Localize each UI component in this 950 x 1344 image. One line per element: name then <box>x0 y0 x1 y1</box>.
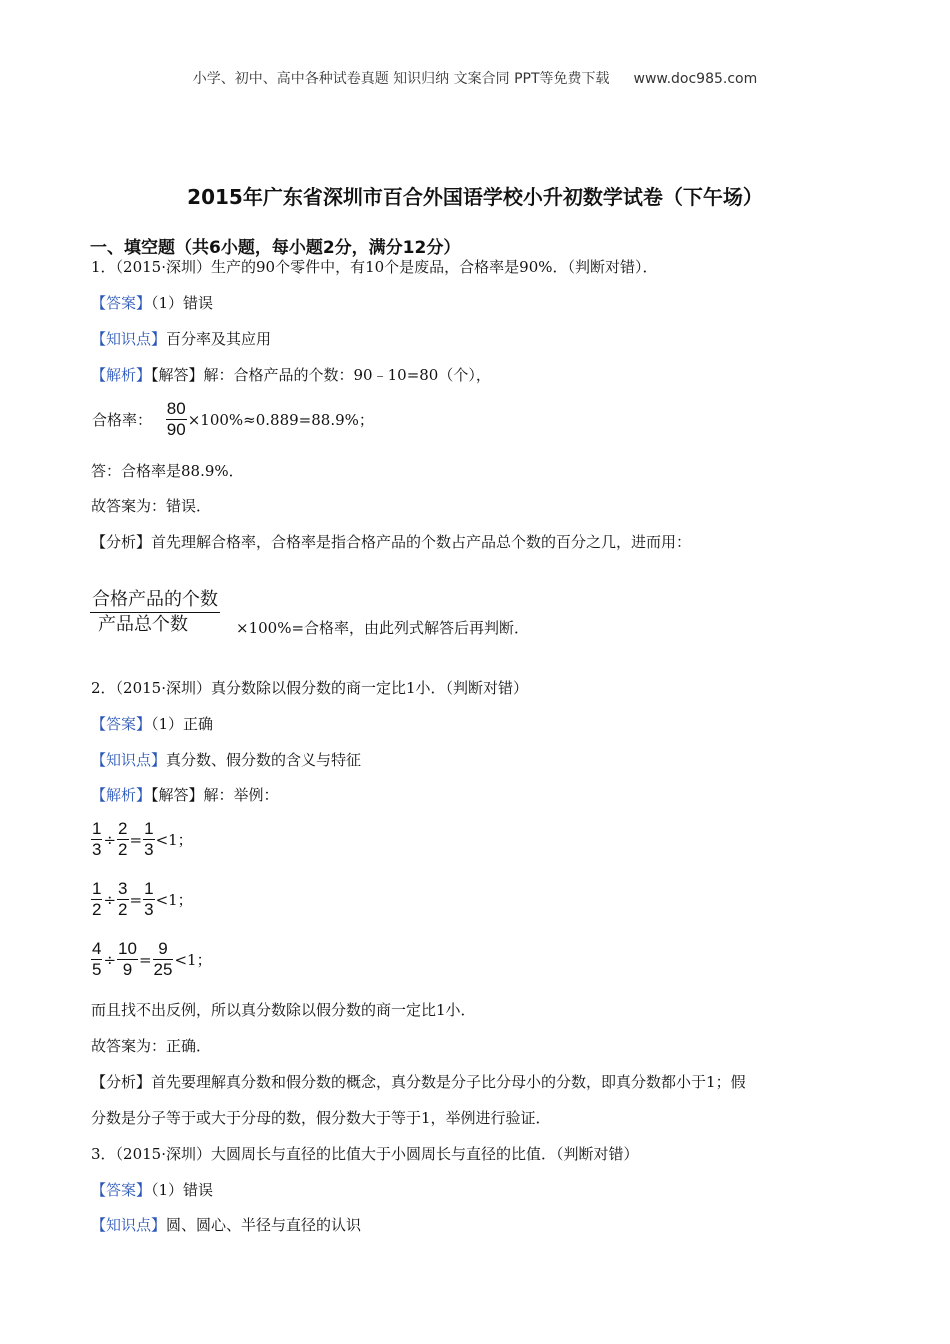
equals-sign: = <box>129 890 143 909</box>
q3-stem: 3．（2015·深圳）大圆周长与直径的比值大于小圆周长与直径的比值．（判断对错） <box>91 1145 639 1163</box>
q1-knowledge: 百分率及其应用 <box>166 330 272 348</box>
answer-tag: 【答案】 <box>91 715 152 733</box>
q3-knowledge-line <box>91 1214 361 1236</box>
q2-fenxi-1: 首先要理解真分数和假分数的概念，真分数是分子比分母小的分数，即真分数都小于1；假 <box>151 1073 746 1091</box>
fenxi-tag: 【分析】 <box>91 1073 152 1091</box>
fraction-denominator: 3 <box>144 900 154 919</box>
q3-answer-line <box>91 1179 213 1201</box>
fraction-numerator: 10 <box>118 939 137 958</box>
fraction-denominator: 9 <box>122 960 133 979</box>
analysis-tag: 【解析】 <box>91 366 152 384</box>
header-url[interactable]: www.doc985.com <box>633 71 758 87</box>
q1-reply: 答：合格率是88.9%． <box>91 462 244 480</box>
fraction <box>153 939 174 980</box>
q1-answer-line <box>91 292 213 314</box>
q1-knowledge-line <box>91 328 271 350</box>
q1-conclusion: 故答案为：错误． <box>91 497 212 515</box>
answer-tag: 【答案】 <box>91 294 152 312</box>
fraction-denominator: 3 <box>92 840 102 859</box>
knowledge-tag: 【知识点】 <box>91 330 167 348</box>
q2-example-2 <box>91 879 194 920</box>
fraction <box>143 879 154 920</box>
divide-sign: ÷ <box>103 890 117 909</box>
header-text: 小学、初中、高中各种试卷真题 知识归纳 文案合同 PPT等免费下载 <box>192 71 610 87</box>
fraction <box>117 879 128 920</box>
q1-formula-tail: ×100%=合格率，由此列式解答后再判断． <box>236 619 530 637</box>
q2-example-1 <box>91 819 194 860</box>
fraction-numerator: 2 <box>118 819 128 838</box>
q1-fenxi-line <box>91 531 691 553</box>
fraction-denominator: 2 <box>118 900 128 919</box>
q2-fenxi-2: 分数是分子等于或大于分母的数，假分数大于等于1，举例进行验证． <box>91 1109 551 1127</box>
q1-stem: 1．（2015·深圳）生产的90个零件中，有10个是废品，合格率是90%．（判断对错）． <box>91 258 658 276</box>
q2-no-counterexample: 而且找不出反例，所以真分数除以假分数的商一定比1小． <box>91 1001 476 1019</box>
q1-answer: （1）错误 <box>151 294 214 312</box>
knowledge-tag: 【知识点】 <box>91 751 167 769</box>
less-than-one: <1； <box>174 950 212 969</box>
document-title: 2015年广东省深圳市百合外国语学校小升初数学试卷（下午场） <box>187 185 763 209</box>
fraction-denominator: 2 <box>118 840 128 859</box>
fraction-denominator: 3 <box>144 840 154 859</box>
less-than-one: <1； <box>155 890 193 909</box>
fraction-denominator: 5 <box>92 960 102 979</box>
fraction-denominator: 2 <box>92 900 102 919</box>
q1-rate-tail: ×100%≈0.889=88.9%； <box>187 410 374 429</box>
q2-example-3 <box>91 939 213 980</box>
divide-sign: ÷ <box>103 830 117 849</box>
q2-fenxi-line-1 <box>91 1071 746 1093</box>
formula-denominator: 产品总个数 <box>98 614 188 635</box>
page-header <box>0 68 950 88</box>
q2-conclusion: 故答案为：正确． <box>91 1037 212 1055</box>
fraction <box>91 819 102 860</box>
q2-knowledge-line <box>91 749 361 771</box>
q1-fenxi: 首先理解合格率，合格率是指合格产品的个数占产品总个数的百分之几，进而用： <box>151 533 692 551</box>
q1-rate-fraction <box>166 399 187 440</box>
fraction-numerator: 1 <box>144 879 154 898</box>
q2-stem: 2．（2015·深圳）真分数除以假分数的商一定比1小．（判断对错） <box>91 679 529 697</box>
less-than-one: <1； <box>155 830 193 849</box>
fraction-numerator: 80 <box>166 399 186 418</box>
section-heading: 一、填空题（共6小题，每小题2分，满分12分） <box>90 238 461 258</box>
fraction <box>91 939 102 980</box>
fraction-numerator: 1 <box>92 819 102 838</box>
q3-answer: （1）错误 <box>151 1181 214 1199</box>
q1-rate-line <box>91 399 375 440</box>
analysis-tag: 【解析】 <box>91 786 152 804</box>
equals-sign: = <box>138 950 152 969</box>
knowledge-tag: 【知识点】 <box>91 1216 167 1234</box>
equals-sign: = <box>129 830 143 849</box>
formula-numerator: 合格产品的个数 <box>90 588 220 613</box>
q2-answer-line <box>91 713 213 735</box>
fraction-numerator: 1 <box>144 819 154 838</box>
q1-analysis: 【解答】解：合格产品的个数：90﹣10=80（个）， <box>151 366 491 384</box>
fraction <box>91 879 102 920</box>
fraction <box>117 939 138 980</box>
fenxi-tag: 【分析】 <box>91 533 152 551</box>
fraction-numerator: 9 <box>153 939 174 960</box>
fraction-denominator: 90 <box>166 420 186 439</box>
fraction <box>117 819 128 860</box>
q2-analysis: 【解答】解：举例： <box>151 786 279 804</box>
q3-knowledge: 圆、圆心、半径与直径的认识 <box>166 1216 362 1234</box>
q1-analysis-line <box>91 364 491 386</box>
answer-tag: 【答案】 <box>91 1181 152 1199</box>
q1-formula-fraction <box>90 588 220 637</box>
fraction-denominator: 25 <box>153 960 173 979</box>
q2-answer: （1）正确 <box>151 715 214 733</box>
q2-knowledge: 真分数、假分数的含义与特征 <box>166 751 362 769</box>
fraction-numerator: 3 <box>118 879 128 898</box>
divide-sign: ÷ <box>103 950 117 969</box>
fraction-numerator: 1 <box>92 879 102 898</box>
q2-analysis-line <box>91 784 279 806</box>
fraction <box>143 819 154 860</box>
q1-rate-label: 合格率： <box>92 410 153 429</box>
fraction-numerator: 4 <box>92 939 102 958</box>
